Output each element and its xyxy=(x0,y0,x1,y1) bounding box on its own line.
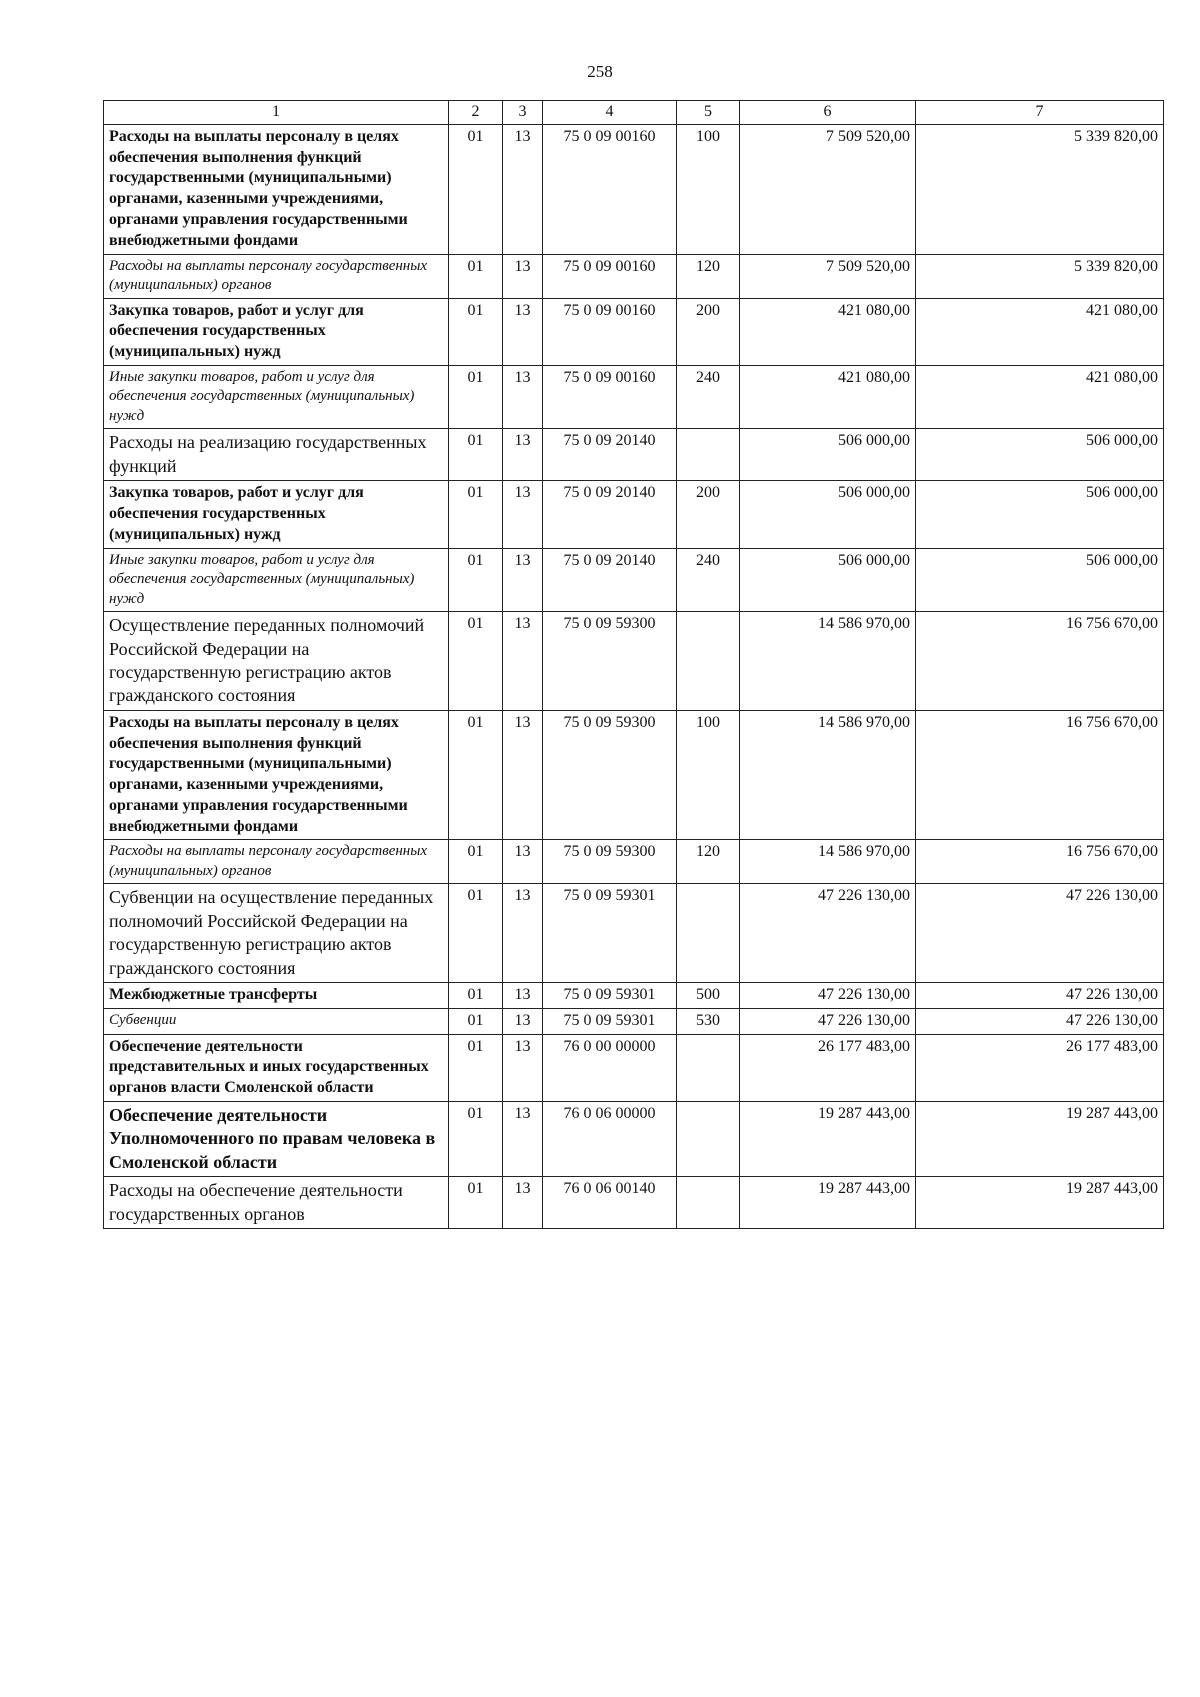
row-name: Расходы на выплаты персоналу в целях обеспечения выполнения функций государственными (муниципальными) органами, казенными учреждениями, органами управления государственными внебюджетными фондами xyxy=(104,124,449,254)
row-section: 01 xyxy=(449,612,503,711)
table-row xyxy=(104,298,1164,365)
row-subsection: 13 xyxy=(503,429,543,481)
table-row xyxy=(104,429,1164,481)
row-name: Расходы на выплаты персоналу государственных (муниципальных) органов xyxy=(104,254,449,298)
row-expense-type xyxy=(677,1034,740,1101)
row-subsection: 13 xyxy=(503,254,543,298)
table-header-row xyxy=(104,101,1164,125)
row-amount-year-1: 47 226 130,00 xyxy=(740,884,916,983)
row-amount-year-2: 506 000,00 xyxy=(916,429,1164,481)
row-target-code: 75 0 09 59301 xyxy=(543,1008,677,1034)
header-col-4: 4 xyxy=(543,101,677,125)
row-target-code: 76 0 06 00140 xyxy=(543,1177,677,1229)
row-subsection: 13 xyxy=(503,1102,543,1177)
row-amount-year-2: 19 287 443,00 xyxy=(916,1177,1164,1229)
row-amount-year-2: 47 226 130,00 xyxy=(916,1008,1164,1034)
row-expense-type: 240 xyxy=(677,548,740,612)
table-row xyxy=(104,1034,1164,1101)
row-amount-year-1: 14 586 970,00 xyxy=(740,612,916,711)
header-col-2: 2 xyxy=(449,101,503,125)
row-subsection: 13 xyxy=(503,365,543,429)
row-amount-year-2: 26 177 483,00 xyxy=(916,1034,1164,1101)
row-section: 01 xyxy=(449,1102,503,1177)
row-name: Осуществление переданных полномочий Российской Федерации на государственную регистрацию актов гражданского состояния xyxy=(104,612,449,711)
row-target-code: 76 0 06 00000 xyxy=(543,1102,677,1177)
table-row xyxy=(104,1008,1164,1034)
row-section: 01 xyxy=(449,1034,503,1101)
row-amount-year-2: 506 000,00 xyxy=(916,548,1164,612)
row-subsection: 13 xyxy=(503,481,543,548)
row-section: 01 xyxy=(449,710,503,840)
row-expense-type: 200 xyxy=(677,481,740,548)
row-expense-type xyxy=(677,884,740,983)
row-section: 01 xyxy=(449,124,503,254)
row-section: 01 xyxy=(449,840,503,884)
row-amount-year-1: 506 000,00 xyxy=(740,429,916,481)
row-section: 01 xyxy=(449,884,503,983)
row-amount-year-2: 47 226 130,00 xyxy=(916,983,1164,1009)
row-section: 01 xyxy=(449,1177,503,1229)
row-subsection: 13 xyxy=(503,298,543,365)
row-name: Субвенции xyxy=(104,1008,449,1034)
row-amount-year-2: 5 339 820,00 xyxy=(916,124,1164,254)
row-amount-year-1: 506 000,00 xyxy=(740,481,916,548)
row-target-code: 75 0 09 00160 xyxy=(543,124,677,254)
row-expense-type xyxy=(677,1102,740,1177)
row-name: Обеспечение деятельности Уполномоченного по правам человека в Смоленской области xyxy=(104,1102,449,1177)
page-number: 258 xyxy=(587,62,613,81)
row-amount-year-2: 506 000,00 xyxy=(916,481,1164,548)
row-expense-type: 120 xyxy=(677,840,740,884)
row-section: 01 xyxy=(449,548,503,612)
row-section: 01 xyxy=(449,254,503,298)
row-amount-year-1: 14 586 970,00 xyxy=(740,710,916,840)
row-amount-year-1: 19 287 443,00 xyxy=(740,1102,916,1177)
row-expense-type: 500 xyxy=(677,983,740,1009)
row-expense-type: 530 xyxy=(677,1008,740,1034)
row-target-code: 76 0 00 00000 xyxy=(543,1034,677,1101)
row-expense-type xyxy=(677,429,740,481)
row-name: Расходы на выплаты персоналу государственных (муниципальных) органов xyxy=(104,840,449,884)
row-amount-year-2: 421 080,00 xyxy=(916,365,1164,429)
table-row xyxy=(104,548,1164,612)
row-subsection: 13 xyxy=(503,612,543,711)
row-amount-year-2: 19 287 443,00 xyxy=(916,1102,1164,1177)
row-target-code: 75 0 09 59300 xyxy=(543,840,677,884)
row-amount-year-1: 14 586 970,00 xyxy=(740,840,916,884)
row-target-code: 75 0 09 20140 xyxy=(543,548,677,612)
table-row xyxy=(104,365,1164,429)
row-name: Иные закупки товаров, работ и услуг для обеспечения государственных (муниципальных) нужд xyxy=(104,365,449,429)
row-amount-year-1: 47 226 130,00 xyxy=(740,1008,916,1034)
row-name: Иные закупки товаров, работ и услуг для обеспечения государственных (муниципальных) нужд xyxy=(104,548,449,612)
row-amount-year-1: 421 080,00 xyxy=(740,365,916,429)
header-col-5: 5 xyxy=(677,101,740,125)
row-amount-year-1: 19 287 443,00 xyxy=(740,1177,916,1229)
header-col-7: 7 xyxy=(916,101,1164,125)
row-amount-year-2: 16 756 670,00 xyxy=(916,710,1164,840)
row-name: Обеспечение деятельности представительных и иных государственных органов власти Смоленской области xyxy=(104,1034,449,1101)
row-amount-year-2: 421 080,00 xyxy=(916,298,1164,365)
row-subsection: 13 xyxy=(503,548,543,612)
row-expense-type: 100 xyxy=(677,124,740,254)
row-subsection: 13 xyxy=(503,983,543,1009)
row-target-code: 75 0 09 20140 xyxy=(543,429,677,481)
row-subsection: 13 xyxy=(503,124,543,254)
row-name: Закупка товаров, работ и услуг для обеспечения государственных (муниципальных) нужд xyxy=(104,298,449,365)
row-amount-year-1: 421 080,00 xyxy=(740,298,916,365)
row-amount-year-1: 47 226 130,00 xyxy=(740,983,916,1009)
header-col-3: 3 xyxy=(503,101,543,125)
row-name: Расходы на обеспечение деятельности государственных органов xyxy=(104,1177,449,1229)
row-section: 01 xyxy=(449,983,503,1009)
row-amount-year-2: 16 756 670,00 xyxy=(916,612,1164,711)
row-section: 01 xyxy=(449,365,503,429)
row-target-code: 75 0 09 00160 xyxy=(543,298,677,365)
row-name: Расходы на выплаты персоналу в целях обеспечения выполнения функций государственными (муниципальными) органами, казенными учреждениями, органами управления государственными внебюджетными фондами xyxy=(104,710,449,840)
table-row xyxy=(104,840,1164,884)
row-name: Межбюджетные трансферты xyxy=(104,983,449,1009)
row-amount-year-1: 7 509 520,00 xyxy=(740,254,916,298)
row-expense-type: 240 xyxy=(677,365,740,429)
row-section: 01 xyxy=(449,481,503,548)
row-subsection: 13 xyxy=(503,884,543,983)
row-section: 01 xyxy=(449,1008,503,1034)
table-row xyxy=(104,710,1164,840)
row-amount-year-1: 26 177 483,00 xyxy=(740,1034,916,1101)
row-expense-type xyxy=(677,612,740,711)
row-amount-year-2: 47 226 130,00 xyxy=(916,884,1164,983)
header-col-1: 1 xyxy=(104,101,449,125)
row-expense-type: 200 xyxy=(677,298,740,365)
row-target-code: 75 0 09 00160 xyxy=(543,254,677,298)
row-section: 01 xyxy=(449,298,503,365)
row-subsection: 13 xyxy=(503,1177,543,1229)
table-row xyxy=(104,481,1164,548)
row-subsection: 13 xyxy=(503,1008,543,1034)
row-amount-year-1: 506 000,00 xyxy=(740,548,916,612)
row-target-code: 75 0 09 59300 xyxy=(543,612,677,711)
row-subsection: 13 xyxy=(503,710,543,840)
row-amount-year-2: 5 339 820,00 xyxy=(916,254,1164,298)
row-expense-type xyxy=(677,1177,740,1229)
table-row xyxy=(104,884,1164,983)
row-target-code: 75 0 09 00160 xyxy=(543,365,677,429)
row-target-code: 75 0 09 59300 xyxy=(543,710,677,840)
row-subsection: 13 xyxy=(503,1034,543,1101)
row-target-code: 75 0 09 59301 xyxy=(543,983,677,1009)
row-expense-type: 120 xyxy=(677,254,740,298)
row-name: Субвенции на осуществление переданных полномочий Российской Федерации на государственную регистрацию актов гражданского состояния xyxy=(104,884,449,983)
row-section: 01 xyxy=(449,429,503,481)
budget-table xyxy=(103,100,1164,1229)
row-amount-year-1: 7 509 520,00 xyxy=(740,124,916,254)
row-expense-type: 100 xyxy=(677,710,740,840)
row-name: Расходы на реализацию государственных функций xyxy=(104,429,449,481)
table-row xyxy=(104,983,1164,1009)
row-target-code: 75 0 09 20140 xyxy=(543,481,677,548)
table-row xyxy=(104,1102,1164,1177)
row-name: Закупка товаров, работ и услуг для обеспечения государственных (муниципальных) нужд xyxy=(104,481,449,548)
table-row xyxy=(104,124,1164,254)
row-amount-year-2: 16 756 670,00 xyxy=(916,840,1164,884)
table-row xyxy=(104,612,1164,711)
row-subsection: 13 xyxy=(503,840,543,884)
row-target-code: 75 0 09 59301 xyxy=(543,884,677,983)
table-row xyxy=(104,1177,1164,1229)
header-col-6: 6 xyxy=(740,101,916,125)
table-row xyxy=(104,254,1164,298)
